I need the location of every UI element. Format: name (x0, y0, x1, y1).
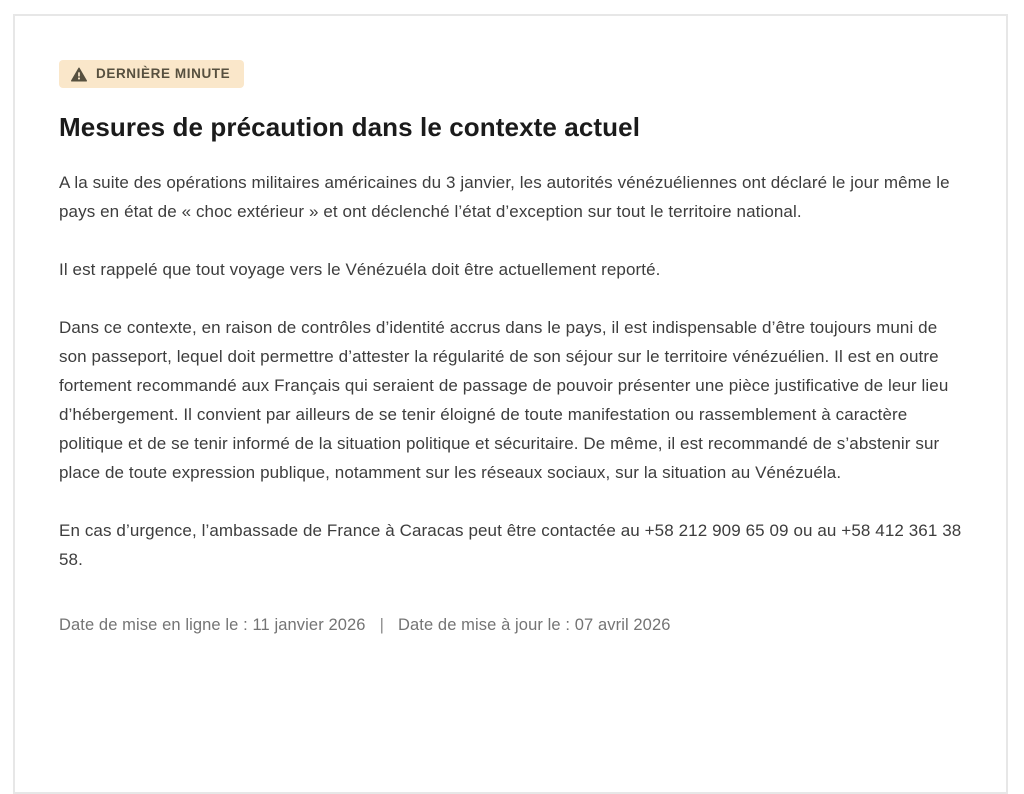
body-paragraph: En cas d’urgence, l’ambassade de France à Caracas peut être contactée au +58 212 909 65 09 ou au +58 412 361 38 58. (59, 521, 962, 569)
update-date: Date de mise à jour le : 07 avril 2026 (397, 616, 671, 634)
date-separator: | (379, 616, 384, 634)
article-body (59, 168, 962, 574)
advisory-card (13, 14, 1008, 794)
publish-date: Date de mise en ligne le : 11 janvier 2026 (59, 616, 366, 634)
warning-triangle-icon (71, 67, 87, 82)
badge-label: DERNIÈRE MINUTE (96, 66, 231, 81)
body-paragraph: Il est rappelé que tout voyage vers le Vénézuéla doit être actuellement reporté. (59, 260, 661, 279)
body-paragraph: A la suite des opérations militaires américaines du 3 janvier, les autorités vénézuéliennes ont déclaré le jour même le pays en état de « choc extérieur » et ont déclenché l’état d’exception sur tout le territoire national. (59, 173, 950, 221)
page-title: Mesures de précaution dans le contexte actuel (59, 112, 641, 142)
date-meta (59, 616, 962, 635)
body-paragraph: Dans ce contexte, en raison de contrôles d’identité accrus dans le pays, il est indispensable d’être toujours muni de son passeport, lequel doit permettre d’attester la régularité de son séjour sur le territoire vénézuélien. Il est en outre fortement recommandé aux Français qui seraient de passage de pouvoir présenter une pièce justificative de leur lieu d’hébergement. Il convient par ailleurs de se tenir éloigné de toute manifestation ou rassemblement à caractère politique et de se tenir informé de la situation politique et sécuritaire. De même, il est recommandé de s’abstenir sur place de toute expression publique, notamment sur les réseaux sociaux, sur la situation au Vénézuéla. (59, 318, 949, 482)
derniere-minute-badge (59, 60, 244, 88)
